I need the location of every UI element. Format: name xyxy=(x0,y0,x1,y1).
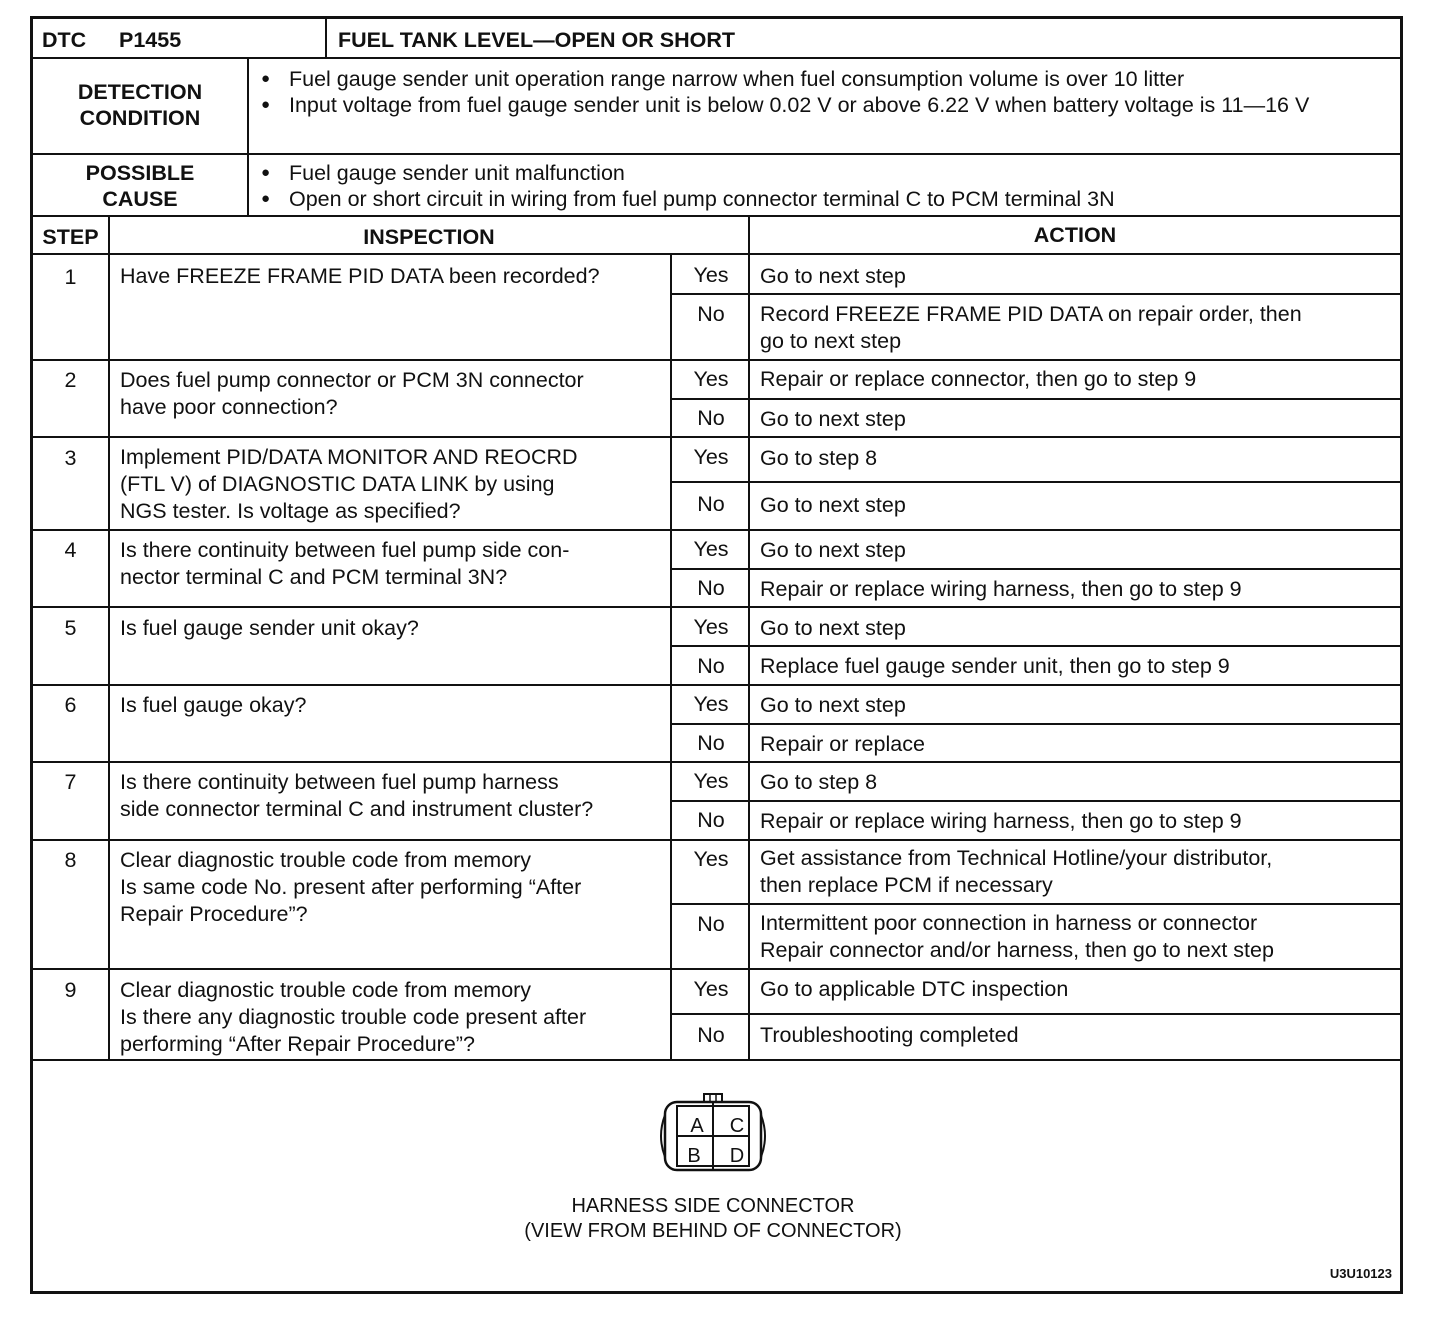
header-row xyxy=(33,19,1400,59)
yes-action: Repair or replace connector, then go to step 9 xyxy=(760,367,1197,391)
step-inspection: Is there continuity between fuel pump side con- nector terminal C and PCM terminal 3N? xyxy=(120,538,570,589)
dtc-title: FUEL TANK LEVEL—OPEN OR SHORT xyxy=(338,28,735,52)
detection-label: DETECTION CONDITION xyxy=(77,80,203,130)
detection-item: ● Input voltage from fuel gauge sender unit is below 0.02 V or above 6.22 V when battery voltage is 11—16 V xyxy=(253,92,1393,118)
no-label: No xyxy=(697,1023,725,1047)
connector-figure xyxy=(33,1061,1400,1291)
col-step: STEP xyxy=(42,225,99,249)
no-action: Repair or replace xyxy=(760,732,925,756)
no-action: Record FREEZE FRAME PID DATA on repair order, then go to next step xyxy=(760,302,1302,353)
diagnostic-sheet xyxy=(30,16,1403,1294)
step-number: 3 xyxy=(64,446,77,470)
yes-label: Yes xyxy=(693,769,729,793)
possible-cause-row xyxy=(33,155,1400,217)
figure-id: U3U10123 xyxy=(1329,1266,1392,1281)
step-number: 9 xyxy=(64,978,77,1002)
step-inspection: Does fuel pump connector or PCM 3N connector have poor connection? xyxy=(120,368,584,419)
yes-label: Yes xyxy=(693,537,729,561)
yes-label: Yes xyxy=(693,367,729,391)
detection-list xyxy=(253,66,1393,118)
no-action: Go to next step xyxy=(760,493,906,517)
cause-label: POSSIBLE CAUSE xyxy=(85,161,195,211)
yes-action: Go to next step xyxy=(760,538,906,562)
step-inspection: Is fuel gauge sender unit okay? xyxy=(120,616,419,640)
step-inspection: Is fuel gauge okay? xyxy=(120,693,307,717)
col-action: ACTION xyxy=(1033,223,1117,247)
no-label: No xyxy=(697,654,725,678)
step-inspection: Is there continuity between fuel pump harness side connector terminal C and instrument cluster? xyxy=(120,770,594,821)
step-number: 4 xyxy=(64,538,77,562)
pin-c: C xyxy=(729,1115,745,1137)
no-action: Intermittent poor connection in harness or connector Repair connector and/or harness, then go to next step xyxy=(760,911,1274,962)
step-number: 8 xyxy=(64,848,77,872)
yes-action: Go to next step xyxy=(760,693,906,717)
step-inspection: Have FREEZE FRAME PID DATA been recorded? xyxy=(120,264,600,288)
no-label: No xyxy=(697,808,725,832)
step-number: 2 xyxy=(64,368,77,392)
no-action: Go to next step xyxy=(760,407,906,431)
step-number: 6 xyxy=(64,693,77,717)
step-row xyxy=(33,255,1400,361)
step-row xyxy=(33,763,1400,841)
cause-list xyxy=(253,160,1393,212)
step-row xyxy=(33,531,1400,608)
col-inspection: INSPECTION xyxy=(363,225,495,249)
yes-action: Get assistance from Technical Hotline/your distributor, then replace PCM if necessary xyxy=(760,846,1273,897)
no-label: No xyxy=(697,406,725,430)
dtc-label: DTC xyxy=(42,28,87,52)
no-label: No xyxy=(697,731,725,755)
pin-a: A xyxy=(690,1115,704,1137)
yes-action: Go to next step xyxy=(760,264,906,288)
no-label: No xyxy=(697,302,725,326)
no-label: No xyxy=(697,912,725,936)
yes-label: Yes xyxy=(693,847,729,871)
yes-label: Yes xyxy=(693,615,729,639)
dtc-code: P1455 xyxy=(119,28,182,52)
step-row xyxy=(33,686,1400,763)
yes-label: Yes xyxy=(693,445,729,469)
yes-action: Go to step 8 xyxy=(760,770,878,794)
cause-item: ● Open or short circuit in wiring from fuel pump connector terminal C to PCM terminal 3N xyxy=(253,186,1393,212)
column-header-row xyxy=(33,217,1400,255)
pin-b: B xyxy=(687,1145,701,1167)
no-label: No xyxy=(697,492,725,516)
no-action: Replace fuel gauge sender unit, then go to step 9 xyxy=(760,654,1230,678)
step-row xyxy=(33,841,1400,970)
step-inspection: Implement PID/DATA MONITOR AND REOCRD (FTL V) of DIAGNOSTIC DATA LINK by using NGS tester. Is voltage as specified? xyxy=(120,445,578,523)
detection-item: ● Fuel gauge sender unit operation range narrow when fuel consumption volume is over 10 litter xyxy=(253,66,1393,92)
cause-item: ● Fuel gauge sender unit malfunction xyxy=(253,160,1393,186)
step-number: 1 xyxy=(64,265,77,289)
step-row xyxy=(33,608,1400,686)
no-action: Repair or replace wiring harness, then go to step 9 xyxy=(760,577,1242,601)
no-action: Troubleshooting completed xyxy=(760,1023,1019,1047)
yes-label: Yes xyxy=(693,977,729,1001)
yes-action: Go to next step xyxy=(760,616,906,640)
yes-action: Go to step 8 xyxy=(760,446,878,470)
step-row xyxy=(33,970,1400,1061)
detection-condition-row xyxy=(33,59,1400,155)
step-inspection: Clear diagnostic trouble code from memory Is same code No. present after performing “After Repair Procedure”? xyxy=(120,848,582,926)
step-inspection: Clear diagnostic trouble code from memory Is there any diagnostic trouble code present after performing “After Repair Procedure”? xyxy=(120,978,587,1056)
no-action: Repair or replace wiring harness, then go to step 9 xyxy=(760,809,1242,833)
step-number: 7 xyxy=(64,770,77,794)
pin-d: D xyxy=(729,1145,745,1167)
step-row xyxy=(33,361,1400,438)
harness-connector-diagram xyxy=(653,1091,773,1177)
no-label: No xyxy=(697,576,725,600)
yes-label: Yes xyxy=(693,692,729,716)
yes-label: Yes xyxy=(693,263,729,287)
step-number: 5 xyxy=(64,616,77,640)
connector-caption: HARNESS SIDE CONNECTOR (VIEW FROM BEHIND OF CONNECTOR) xyxy=(524,1195,902,1242)
yes-action: Go to applicable DTC inspection xyxy=(760,977,1069,1001)
step-row xyxy=(33,438,1400,531)
